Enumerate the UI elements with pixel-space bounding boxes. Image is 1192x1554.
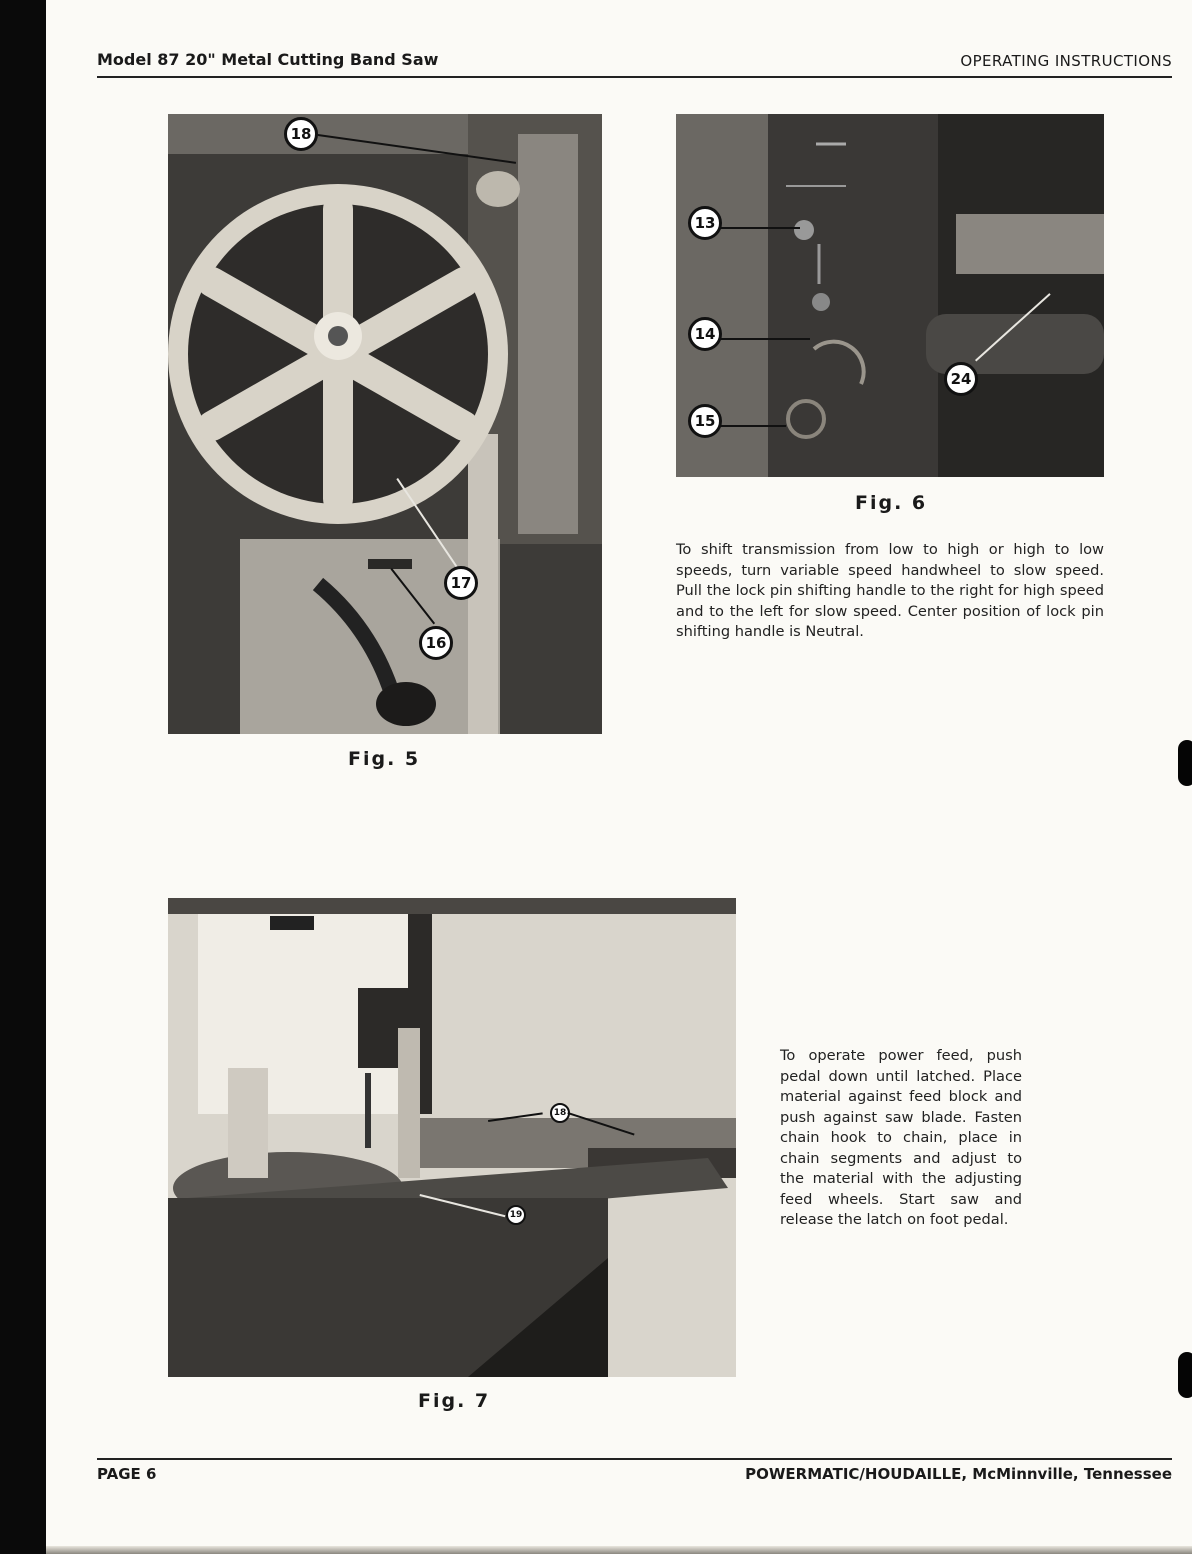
figure-5-caption: Fig. 5 (348, 748, 421, 770)
punch-hole (1178, 1352, 1192, 1398)
figure-7-caption: Fig. 7 (418, 1390, 491, 1412)
callout-17: 17 (444, 566, 478, 600)
publisher-line: POWERMATIC/HOUDAILLE, McMinnville, Tennessee (745, 1465, 1172, 1483)
band-saw-wheel-illustration (168, 114, 602, 734)
page-bottom-edge (46, 1546, 1192, 1554)
callout-leader (720, 227, 800, 229)
callout-leader (720, 425, 786, 427)
header-rule (97, 76, 1172, 78)
callout-24: 24 (944, 362, 978, 396)
transmission-controls-illustration (676, 114, 1104, 477)
punch-hole (1178, 740, 1192, 786)
figure-6-description: To shift transmission from low to high or high to low speeds, turn variable speed handwheel to slow speed. Pull the lock pin shifting handle to the right for high speed and to the left for slow speed. Center position of lock pin shifting handle is Neutral. (676, 541, 1104, 640)
figure-6-photo (676, 114, 1104, 477)
figure-5-photo (168, 114, 602, 734)
callout-18: 18 (284, 117, 318, 151)
callout-16: 16 (419, 626, 453, 660)
manual-title: Model 87 20" Metal Cutting Band Saw (97, 50, 439, 69)
callout-19: 19 (506, 1205, 526, 1225)
callout-15: 15 (688, 404, 722, 438)
callout-leader (720, 338, 810, 340)
section-title: OPERATING INSTRUCTIONS (960, 52, 1172, 70)
callout-13: 13 (688, 206, 722, 240)
page-header (97, 50, 1172, 76)
figure-6-caption: Fig. 6 (855, 492, 928, 514)
page-number: PAGE 6 (97, 1465, 157, 1483)
power-feed-illustration (168, 898, 736, 1377)
figure-7-description: To operate power feed, push pedal down until latched. Place material against feed block and push against saw blade. Fasten chain hook to chain, place in chain segments and adjust to the material with the adjusting feed wheels. Start saw and release the latch on foot pedal. (780, 1047, 1022, 1228)
callout-18: 18 (550, 1103, 570, 1123)
figure-7-photo (168, 898, 736, 1377)
footer-rule (97, 1458, 1172, 1460)
binding-edge (0, 0, 46, 1554)
callout-14: 14 (688, 317, 722, 351)
